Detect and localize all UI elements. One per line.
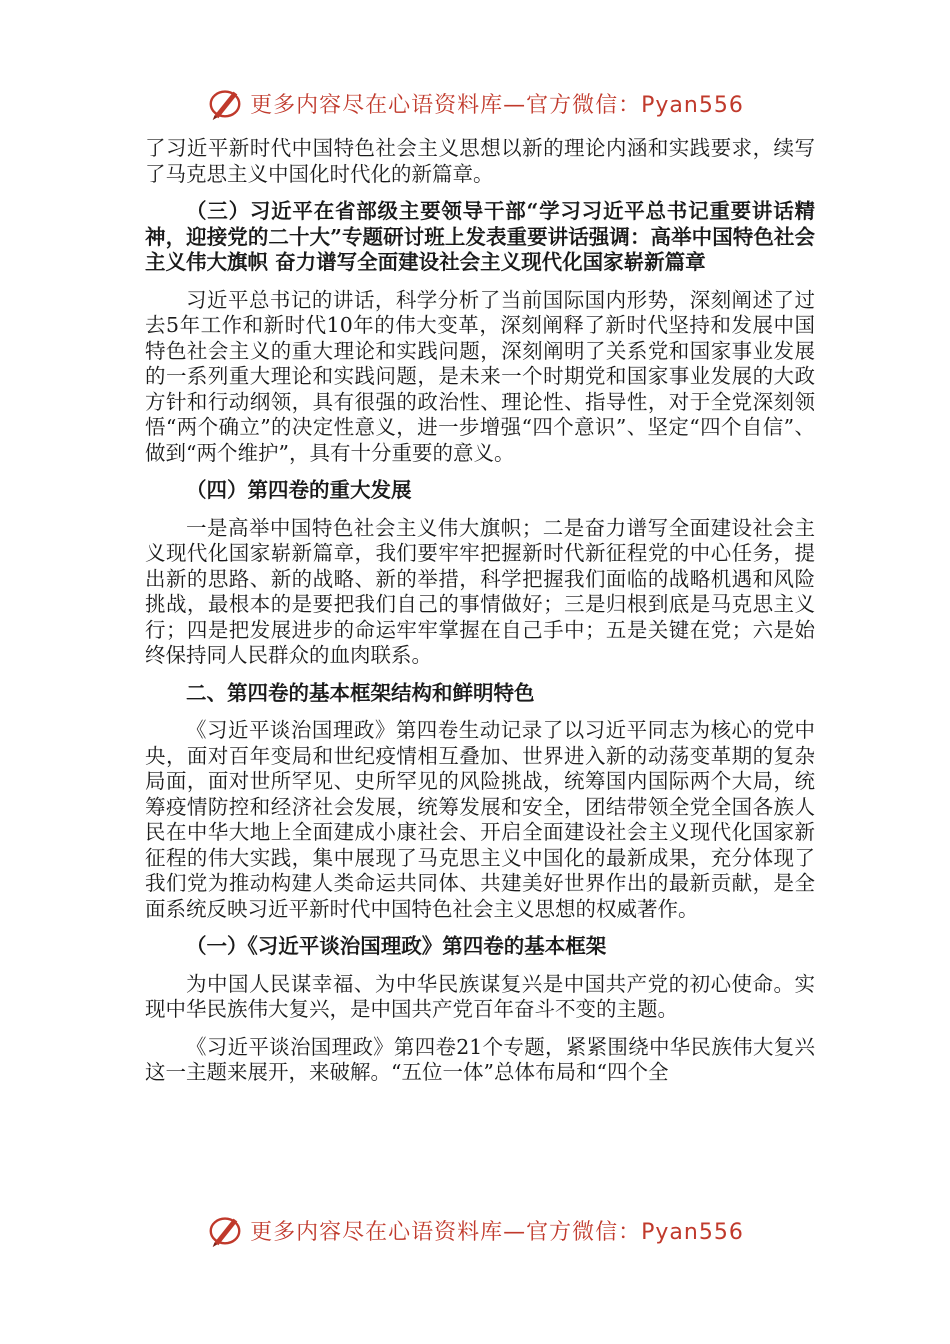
chapter-heading-2: 二、第四卷的基本框架结构和鲜明特色 [186,680,535,705]
pen-logo-icon [206,84,244,122]
watermark-text: 更多内容尽在心语资料库—官方微信：Pyan556 [250,1219,744,1245]
watermark-text: 更多内容尽在心语资料库—官方微信：Pyan556 [250,92,744,118]
section-heading-framework: （一）《习近平谈治国理政》第四卷的基本框架 [186,934,607,958]
section-heading-3: （三）习近平在省部级主要领导干部“学习习近平总书记重要讲话精神，迎接党的二十大”专题研讨班上发表重要讲话强调：高举中国特色社会主义伟大旗帜 奋力谱写全面建设社会主义现代化国家崭新篇章 [145,199,815,274]
section-heading-4: （四）第四卷的重大发展 [186,478,412,502]
pen-logo-icon [206,1211,244,1249]
paragraph-developments: 一是高举中国特色社会主义伟大旗帜；二是奋力谱写全面建设社会主义现代化国家崭新篇章，我们要牢牢把握新时代新征程党的中心任务，提出新的思路、新的战略、新的举措，科学把握我们面临的战略机遇和风险挑战，最根本的是要把我们自己的事情做好；三是归根到底是马克思主义行；四是把发展进步的命运牢牢掌握在自己手中；五是关键在党；六是始终保持同人民群众的血肉联系。 [145,515,815,667]
paragraph-volume-overview: 《习近平谈治国理政》第四卷生动记录了以习近平同志为核心的党中央，面对百年变局和世纪疫情相互叠加、世界进入新的动荡变革期的复杂局面，面对世所罕见、史所罕见的风险挑战，统筹国内国际两个大局，统筹疫情防控和经济社会发展，统筹发展和安全，团结带领全党全国各族人民在中华大地上全面建成小康社会、开启全面建设社会主义现代化国家新征程的伟大实践，集中展现了马克思主义中国化的最新成果，充分体现了我们党为推动构建人类命运共同体、共建美好世界作出的最新贡献，是全面系统反映习近平新时代中国特色社会主义思想的权威著作。 [145,718,815,921]
paragraph-speech-summary: 习近平总书记的讲话，科学分析了当前国际国内形势，深刻阐述了过去5年工作和新时代10年的伟大变革，深刻阐释了新时代坚持和发展中国特色社会主义的重大理论和实践问题，深刻阐明了关系党和国家事业发展的一系列重大理论和实践问题，是未来一个时期党和国家事业发展的大政方针和行动纲领，具有很强的政治性、理论性、指导性，对于全党深刻领悟“两个确立”的决定性意义，进一步增强“四个意识”、坚定“四个自信”、做到“两个维护”，具有十分重要的意义。 [145,287,815,465]
document-body [145,136,815,1086]
footer-watermark [0,1210,950,1250]
paragraph-continuation: 了习近平新时代中国特色社会主义思想以新的理论内涵和实践要求，续写了马克思主义中国化时代化的新篇章。 [145,136,815,186]
header-watermark [0,83,950,123]
paragraph-topics: 《习近平谈治国理政》第四卷21个专题，紧紧围绕中华民族伟大复兴这一主题来展开，来破解。“五位一体”总体布局和“四个全 [145,1034,815,1084]
paragraph-mission: 为中国人民谋幸福、为中华民族谋复兴是中国共产党的初心使命。实现中华民族伟大复兴，是中国共产党百年奋斗不变的主题。 [145,971,815,1021]
